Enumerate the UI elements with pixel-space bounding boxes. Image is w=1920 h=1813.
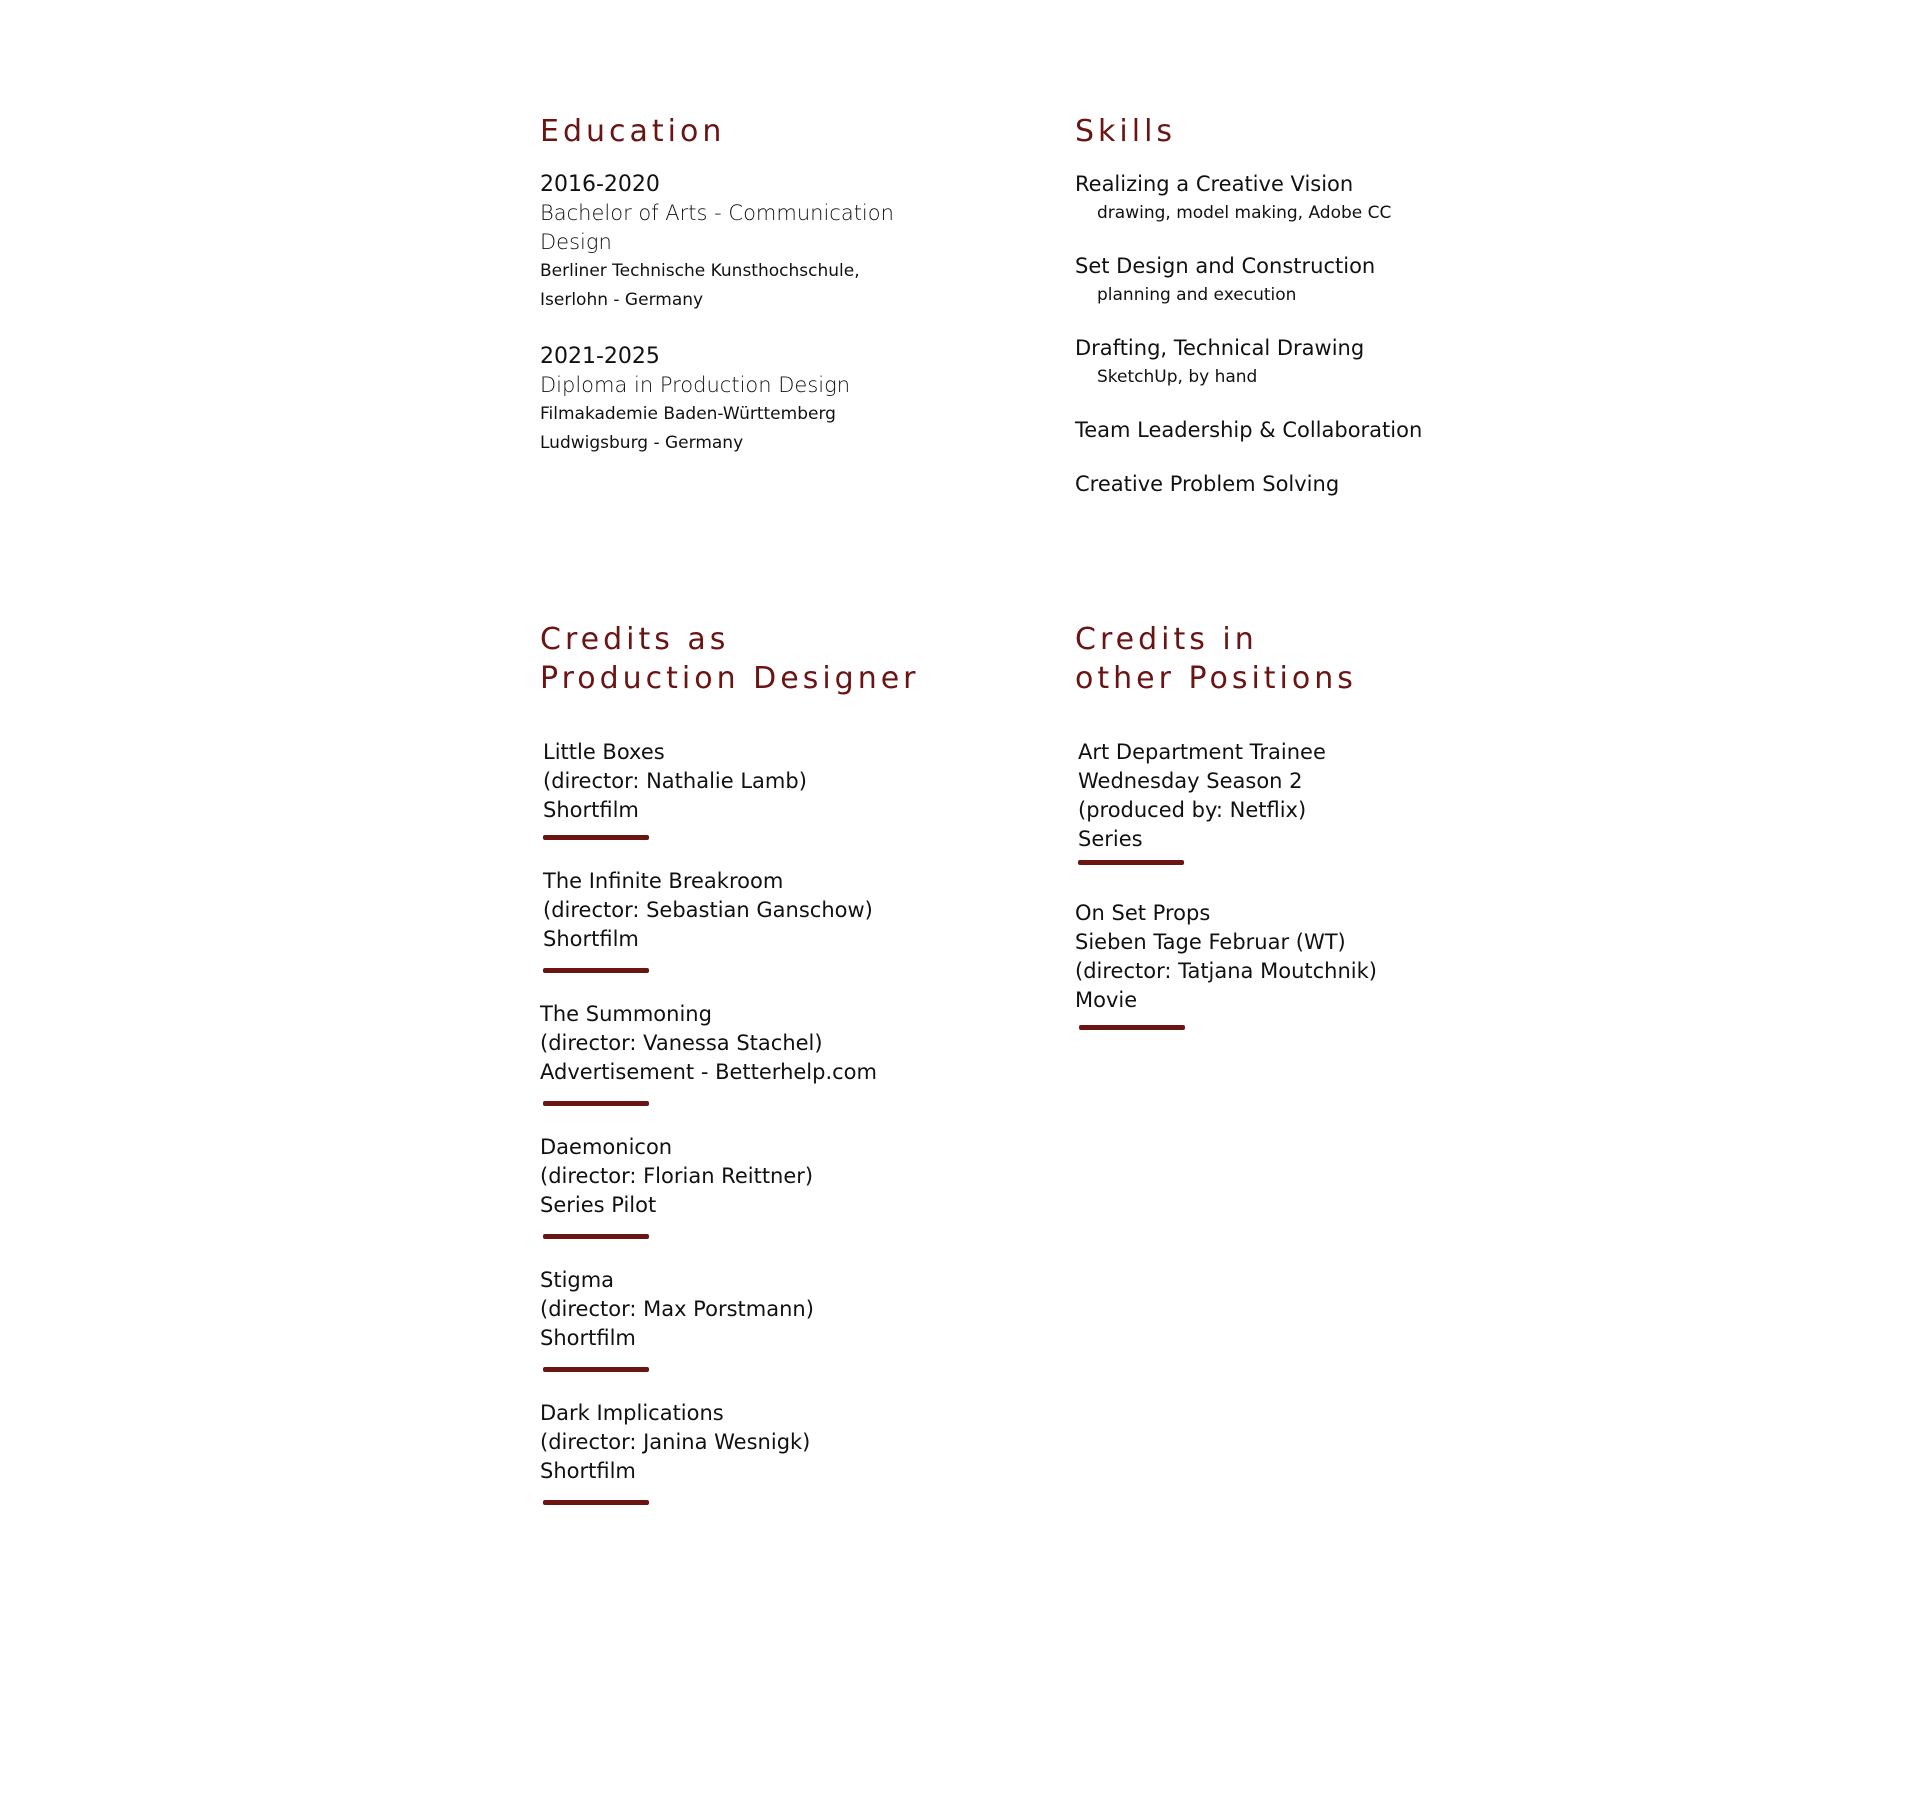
credit-title: Daemonicon [540,1135,673,1159]
credit-title: Stigma [540,1268,615,1292]
education-degree: Bachelor of Arts - Communication [540,201,894,225]
education-years: 2021-2025 [540,344,660,369]
skills-heading: Skills [1075,114,1177,149]
credit-item [540,1399,960,1505]
skill-detail: planning and execution [1097,285,1297,305]
credit-type: Shortfilm [543,798,639,822]
skill-item [1075,334,1495,391]
credit-type: Shortfilm [543,927,639,951]
credit-title: Dark Implications [540,1401,724,1425]
education-years: 2016-2020 [540,172,660,197]
education-school: Ludwigsburg - Germany [540,433,744,453]
credit-director: (director: Sebastian Ganschow) [543,898,873,922]
skill-item [1075,170,1495,227]
credit-type: Shortfilm [540,1459,636,1483]
credit-type: Movie [1075,988,1138,1012]
credit-producer: (produced by: Netflix) [1078,798,1307,822]
skill-item [1075,252,1495,309]
credit-title: The Infinite Breakroom [543,869,784,893]
skill-title: Set Design and Construction [1075,254,1376,278]
credit-item [1075,738,1495,865]
credits-other-heading-line2: other Positions [1075,661,1357,696]
credit-item [540,867,960,973]
credit-position: On Set Props [1075,901,1211,925]
education-entry [540,342,960,458]
education-school: Iserlohn - Germany [540,290,704,310]
credits-pd-heading-line2: Production Designer [540,661,920,696]
skill-item [1075,470,1495,499]
credit-director: (director: Janina Wesnigk) [540,1430,811,1454]
skill-detail: SketchUp, by hand [1097,367,1258,387]
education-entry [540,170,960,315]
credits-pd-heading-line1: Credits as [540,622,730,657]
education-school: Filmakademie Baden-Württemberg [540,404,836,424]
skill-item [1075,416,1495,445]
education-degree: Diploma in Production Design [540,373,851,397]
credit-producer: (director: Tatjana Moutchnik) [1075,959,1377,983]
credits-other-section [1075,620,1495,1030]
credit-director: (director: Nathalie Lamb) [543,769,807,793]
credits-pd-section [540,620,960,1505]
credit-director: (director: Max Porstmann) [540,1297,814,1321]
skills-section [1075,112,1495,499]
credit-item [540,1266,960,1372]
credit-type: Series Pilot [540,1193,657,1217]
credits-other-heading-line1: Credits in [1075,622,1258,657]
credit-type: Series [1078,827,1143,851]
credit-title: Little Boxes [543,740,665,764]
credit-title: Sieben Tage Februar (WT) [1075,930,1346,954]
skill-detail: drawing, model making, Adobe CC [1097,203,1392,223]
education-degree: Design [540,230,612,254]
skill-title: Drafting, Technical Drawing [1075,336,1365,360]
credit-divider [543,1500,649,1505]
education-heading: Education [540,114,726,149]
credit-title: The Summoning [540,1002,712,1026]
credit-position: Art Department Trainee [1078,740,1326,764]
credit-type: Shortfilm [540,1326,636,1350]
credit-type: Advertisement - Betterhelp.com [540,1060,877,1084]
credit-item [540,1133,960,1239]
credit-divider [1079,1025,1185,1030]
education-section [540,112,960,458]
education-school: Berliner Technische Kunsthochschule, [540,261,860,281]
credit-title: Wednesday Season 2 [1078,769,1303,793]
credit-item [540,738,960,840]
credit-item [540,1000,960,1106]
skill-title: Creative Problem Solving [1075,472,1340,496]
credit-director: (director: Vanessa Stachel) [540,1031,823,1055]
skill-title: Realizing a Creative Vision [1075,172,1354,196]
credit-item [1075,899,1495,1030]
skill-title: Team Leadership & Collaboration [1075,418,1423,442]
credit-director: (director: Florian Reittner) [540,1164,814,1188]
